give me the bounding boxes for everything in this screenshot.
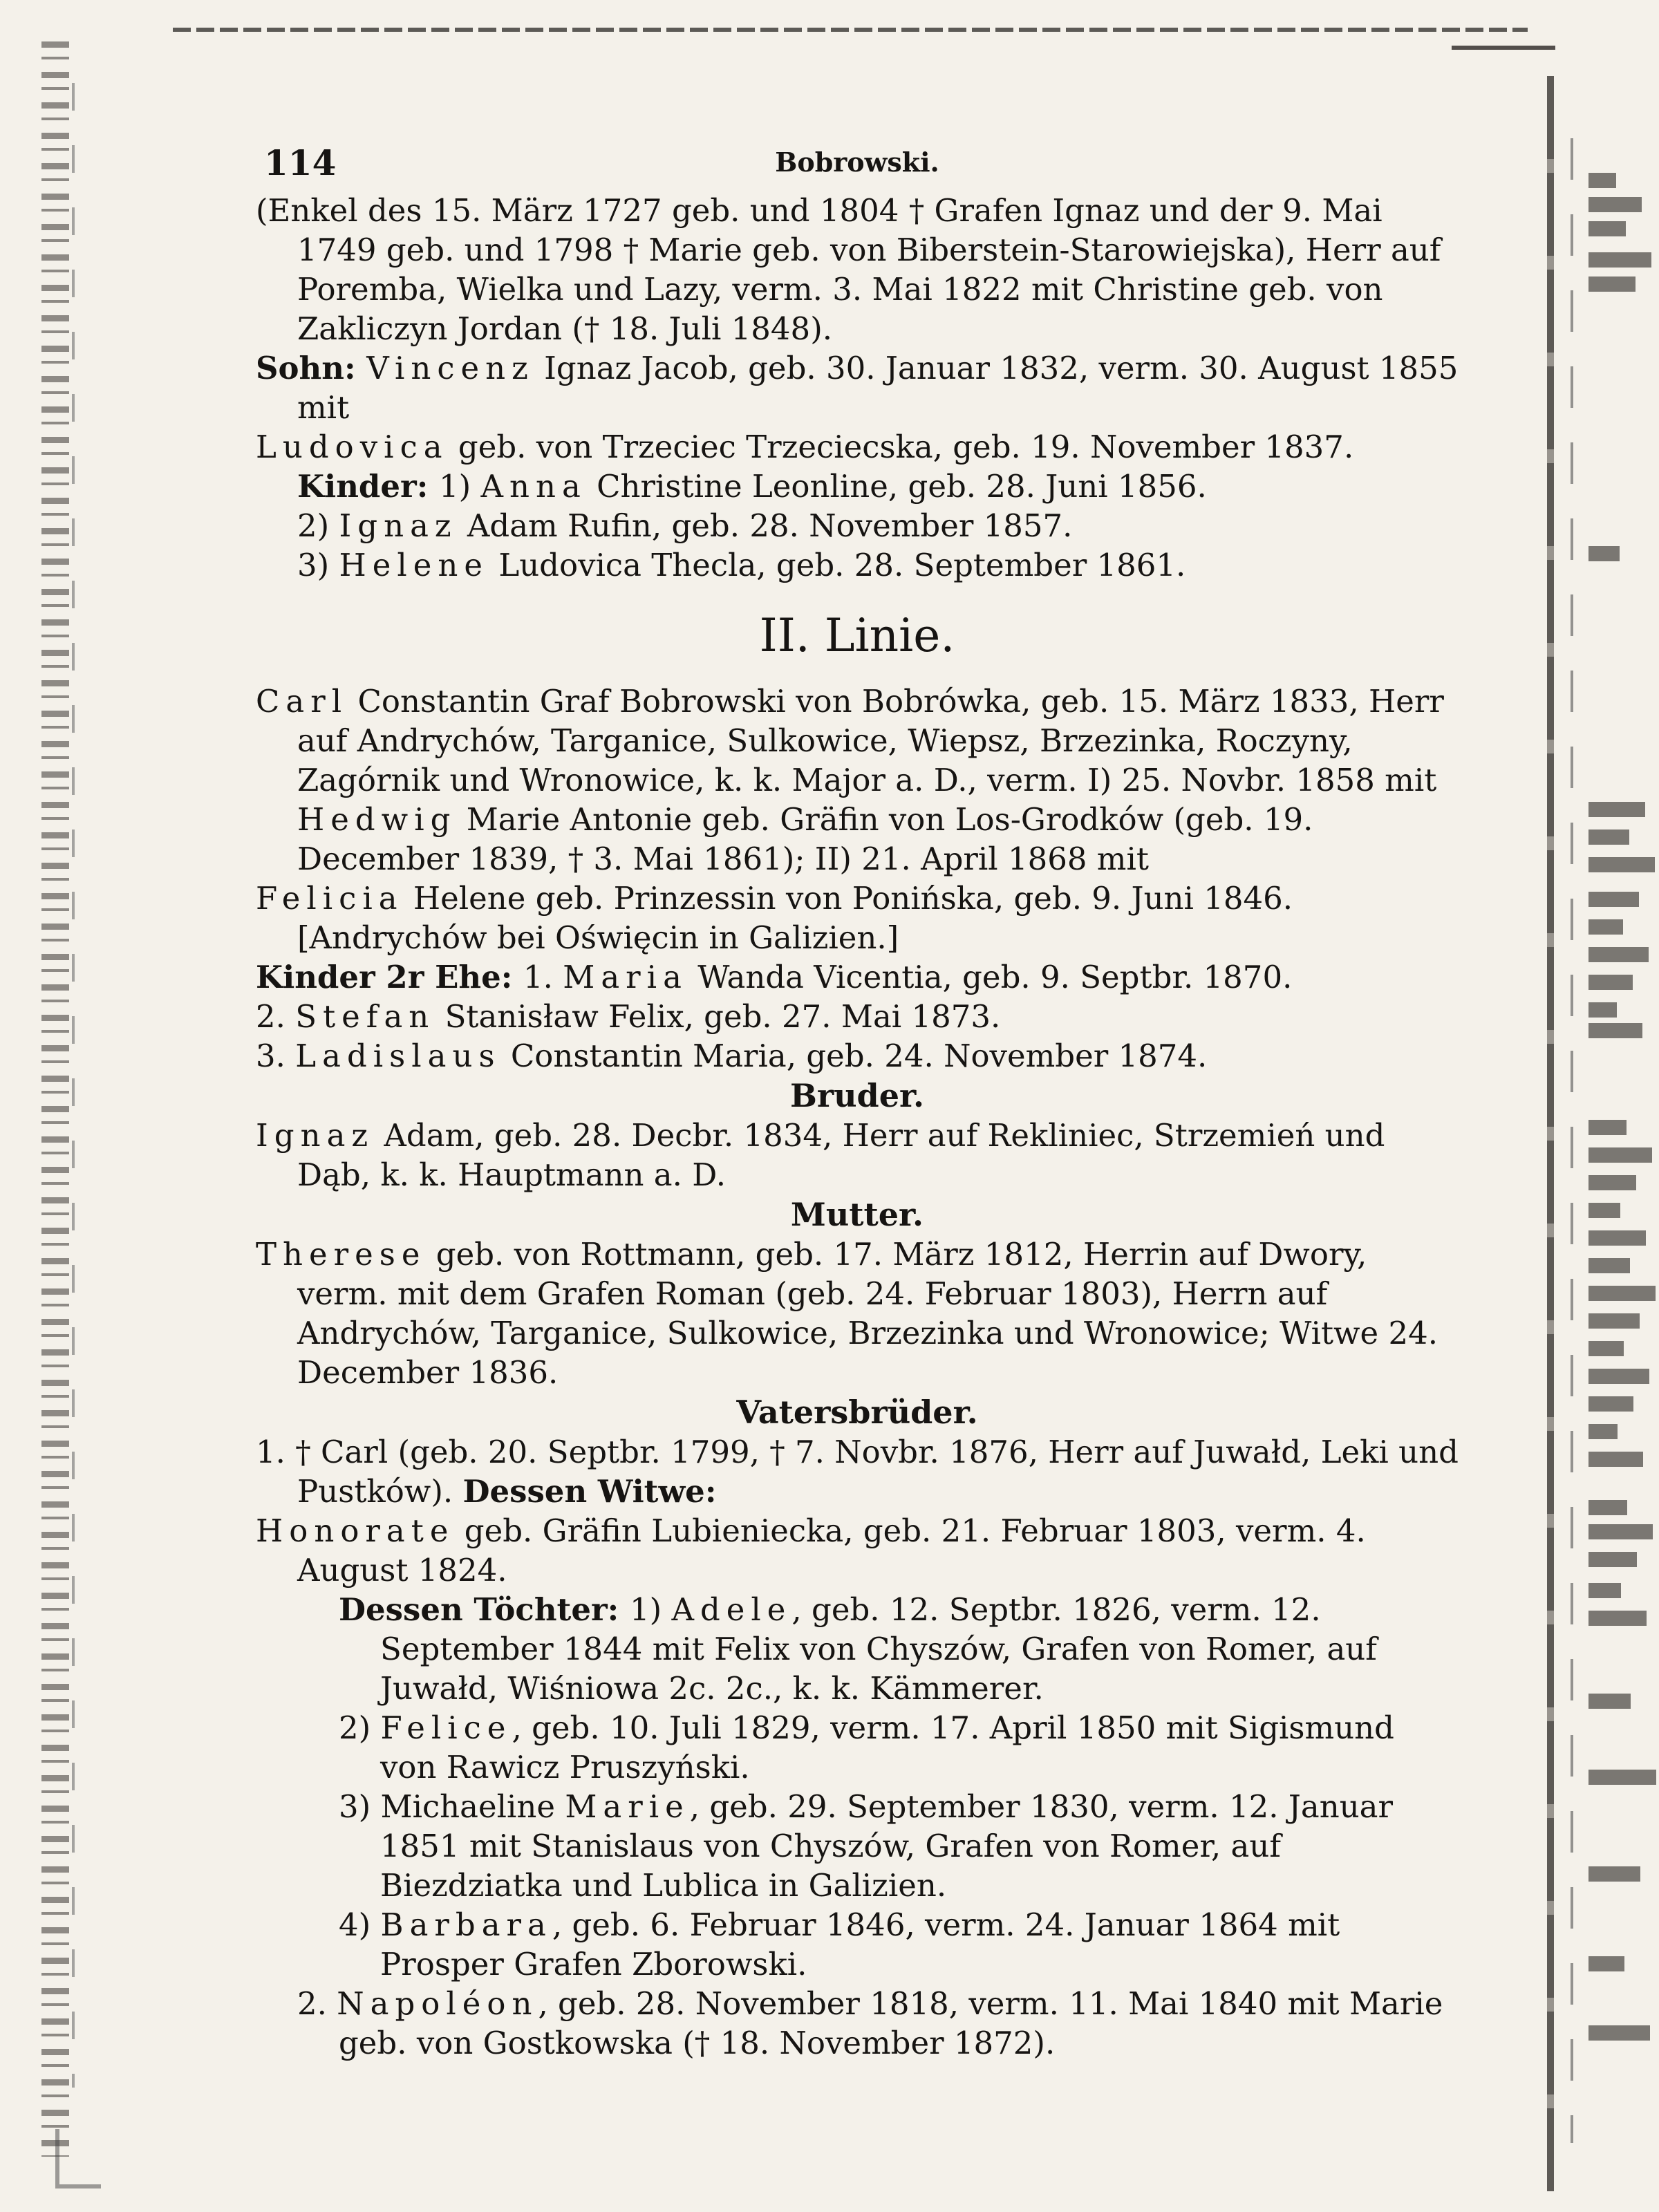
given-name: Stefan (295, 998, 435, 1035)
bleed-mark (1588, 1500, 1627, 1515)
bleed-mark (1588, 197, 1642, 212)
bleed-mark (1588, 1524, 1653, 1539)
entry-text: 2. (297, 1985, 337, 2022)
bleed-mark (1588, 1120, 1627, 1135)
entry-text: , geb. 12. Septbr. 1826, verm. 12. September 1844 mit Felix von Chyszów, Grafen von Romer, auf Juwałd, Wiśniowa 2c. 2c., k. k. Kämmerer. (380, 1591, 1377, 1707)
bleed-mark (1588, 1258, 1630, 1273)
bleed-mark (1588, 1611, 1647, 1626)
genealogy-entry (256, 427, 1459, 467)
bleed-mark (1588, 1866, 1640, 1882)
given-name: Carl (256, 683, 348, 720)
genealogy-entry (256, 1590, 1459, 1708)
genealogy-entry (256, 682, 1459, 879)
bleed-mark (1588, 276, 1635, 292)
genealogy-entry (256, 1116, 1459, 1194)
bleed-mark (1588, 892, 1639, 907)
given-name: Napoléon (337, 1985, 538, 2022)
page-fold-line (1547, 76, 1554, 2191)
given-name: Honorate (256, 1512, 455, 1549)
given-name: Marie (565, 1788, 690, 1825)
given-name: Ignaz (256, 1117, 375, 1154)
genealogy-entry (256, 1432, 1459, 1511)
genealogy-entry (256, 1787, 1459, 1905)
running-head: Bobrowski. (775, 147, 939, 178)
entry-text: 4) (339, 1906, 381, 1943)
genealogy-entry (256, 1511, 1459, 1590)
entry-text: 1) (439, 468, 481, 505)
entry-text: geb. von Trzeciec Trzeciecska, geb. 19. November 1837. (448, 429, 1354, 465)
entry-text: Wanda Vicentia, geb. 9. Septbr. 1870. (687, 959, 1293, 995)
genealogy-entry (256, 957, 1459, 997)
bleed-mark (1588, 1424, 1618, 1439)
bleed-mark (1588, 1452, 1643, 1467)
genealogy-entry (256, 191, 1459, 348)
given-name: Hedwig (297, 801, 457, 838)
bleed-mark (1588, 2025, 1650, 2041)
section-heading: II. Linie. (759, 609, 955, 662)
entry-text: Constantin Maria, geb. 24. November 1874. (500, 1038, 1208, 1074)
bleed-mark (1588, 546, 1620, 561)
bleed-mark (1588, 173, 1616, 188)
given-name: Ignaz (339, 507, 458, 544)
given-name: Ladislaus (295, 1038, 501, 1074)
entry-text: 3) Michaeline (339, 1788, 565, 1825)
entry-text: 3. (256, 1038, 296, 1074)
entry-text: , geb. 10. Juli 1829, verm. 17. April 1850 mit Sigismund von Rawicz Pruszyński. (380, 1709, 1394, 1785)
given-name: Therese (256, 1236, 427, 1273)
entry-text: (Enkel des 15. März 1727 geb. und 1804 † Grafen Ignaz und der 9. Mai 1749 geb. und 1798 † Marie geb. von Biberstein-Starowiejska), Herr auf Poremba, Wielka und Lazy, verm. 3. Mai 1822 mit Christine geb. von Zakliczyn Jordan († 18. Juli 1848). (256, 192, 1441, 347)
given-name: Felice (380, 1709, 512, 1746)
entry-label: Dessen Töchter: (339, 1591, 630, 1628)
bleed-mark (1588, 1694, 1631, 1709)
page-body (256, 191, 1459, 2063)
bleed-mark (1588, 1956, 1624, 1971)
given-name: Barbara (380, 1906, 552, 1943)
bleed-mark (1588, 857, 1655, 872)
genealogy-entry (256, 506, 1459, 545)
entry-label: Kinder 2r Ehe: (256, 959, 524, 995)
genealogy-entry (256, 1905, 1459, 1984)
entry-label: Dessen Witwe: (462, 1473, 717, 1510)
page-number: 114 (264, 142, 337, 183)
given-name: Maria (563, 959, 688, 995)
page-header (256, 142, 1459, 191)
entry-text: , geb. 28. November 1818, verm. 11. Mai 1840 mit Marie geb. von Gostkowska († 18. November 1872). (339, 1985, 1443, 2061)
bleed-mark (1588, 802, 1645, 817)
genealogy-entry (256, 467, 1459, 506)
entry-text: 1. † Carl (geb. 20. Septbr. 1799, † 7. Novbr. 1876, Herr auf Juwałd, Leki und Pustków). (256, 1434, 1459, 1510)
subsection-heading: Mutter. (790, 1196, 924, 1233)
genealogy-entry (256, 879, 1459, 957)
entry-text: 2. (256, 998, 296, 1035)
page-fold-line-inner (1571, 138, 1573, 2143)
genealogy-entry (256, 545, 1459, 585)
entry-text: Ludovica Thecla, geb. 28. September 1861. (489, 547, 1186, 583)
bleed-mark (1588, 1203, 1620, 1218)
bleed-mark (1588, 1002, 1617, 1018)
genealogy-entry (256, 997, 1459, 1036)
genealogy-entry (256, 1235, 1459, 1392)
bleed-mark (1588, 1770, 1656, 1785)
bleed-mark (1588, 1023, 1642, 1038)
subsection-heading: Vatersbrüder. (736, 1394, 978, 1431)
entry-text: 2) (297, 507, 339, 544)
bleed-mark (1588, 947, 1649, 962)
given-name: Adele (671, 1591, 792, 1628)
entry-text: 2) (339, 1709, 381, 1746)
scan-edge-left (41, 41, 69, 2157)
bleed-mark (1588, 221, 1626, 236)
entry-text: Helene geb. Prinzessin von Ponińska, geb. 9. Juni 1846. [Andrychów bei Oświęcin in Galizien.] (297, 880, 1293, 956)
bleed-mark (1588, 1341, 1624, 1356)
bleed-mark (1588, 1313, 1640, 1329)
entry-label: Sohn: (256, 350, 367, 386)
subsection-heading: Bruder. (789, 1077, 925, 1114)
scan-border-top-right (1452, 46, 1555, 50)
bleed-mark (1588, 1583, 1621, 1598)
genealogy-entry (256, 348, 1459, 427)
bleed-mark (1588, 252, 1651, 268)
entry-text: Constantin Graf Bobrowski von Bobrówka, geb. 15. März 1833, Herr auf Andrychów, Targanice, Sulkowice, Wiepsz, Brzezinka, Roczyny, Zagórnik und Wronowice, k. k. Major a. D., verm. I) 25. Novbr. 1858 mit (297, 683, 1444, 798)
adjacent-page-bleed (1583, 0, 1659, 2212)
genealogy-entry (256, 1708, 1459, 1787)
entry-text: geb. Gräfin Lubieniecka, geb. 21. Februar 1803, verm. 4. August 1824. (297, 1512, 1366, 1588)
bleed-mark (1588, 830, 1629, 845)
entry-text: Stanisław Felix, geb. 27. Mai 1873. (435, 998, 1001, 1035)
bleed-mark (1588, 1175, 1636, 1190)
entry-text: Christine Leonline, geb. 28. Juni 1856. (586, 468, 1207, 505)
scan-edge-left-line (72, 83, 75, 2088)
entry-text: 3) (297, 547, 339, 583)
page (256, 142, 1459, 2063)
entry-text: Adam, geb. 28. Decbr. 1834, Herr auf Rekliniec, Strzemień und Dąb, k. k. Hauptmann a. D. (297, 1117, 1385, 1193)
bleed-mark (1588, 1230, 1646, 1246)
bleed-mark (1588, 1286, 1656, 1301)
given-name: Felicia (256, 880, 404, 917)
genealogy-entry (256, 1984, 1459, 2063)
bleed-mark (1588, 1147, 1652, 1163)
scan-border-top (173, 28, 1528, 32)
entry-text: 1) (629, 1591, 672, 1628)
entry-text: geb. von Rottmann, geb. 17. März 1812, Herrin auf Dwory, verm. mit dem Grafen Roman (geb. 24. Februar 1803), Herrn auf Andrychów, Targanice, Sulkowice, Brzezinka und Wronowice; Witwe 24. December 1836. (297, 1236, 1438, 1391)
entry-text: Marie Antonie geb. Gräfin von Los-Grodków (geb. 19. December 1839, † 3. Mai 1861); II) 21. April 1868 mit (297, 801, 1313, 877)
entry-text: , geb. 6. Februar 1846, verm. 24. Januar 1864 mit Prosper Grafen Zborowski. (380, 1906, 1340, 1983)
bleed-mark (1588, 1396, 1633, 1412)
given-name: Helene (339, 547, 489, 583)
bleed-mark (1588, 1552, 1637, 1567)
given-name: Ludovica (256, 429, 449, 465)
entry-text: Adam Rufin, geb. 28. November 1857. (457, 507, 1073, 544)
entry-text: Ignaz Jacob, geb. 30. Januar 1832, verm. 30. August 1855 mit (297, 350, 1459, 426)
given-name: Anna (480, 468, 587, 505)
entry-label: Kinder: (297, 468, 440, 505)
entry-text: , geb. 29. September 1830, verm. 12. Januar 1851 mit Stanislaus von Chyszów, Grafen von Romer, auf Biezdziatka und Lublica in Galizien. (380, 1788, 1394, 1904)
genealogy-entry (256, 1036, 1459, 1076)
bleed-mark (1588, 1369, 1649, 1384)
bleed-mark (1588, 919, 1623, 935)
bleed-mark (1588, 975, 1633, 990)
entry-text: 1. (523, 959, 563, 995)
given-name: Vincenz (366, 350, 534, 386)
scan-corner-mark (55, 2129, 101, 2188)
